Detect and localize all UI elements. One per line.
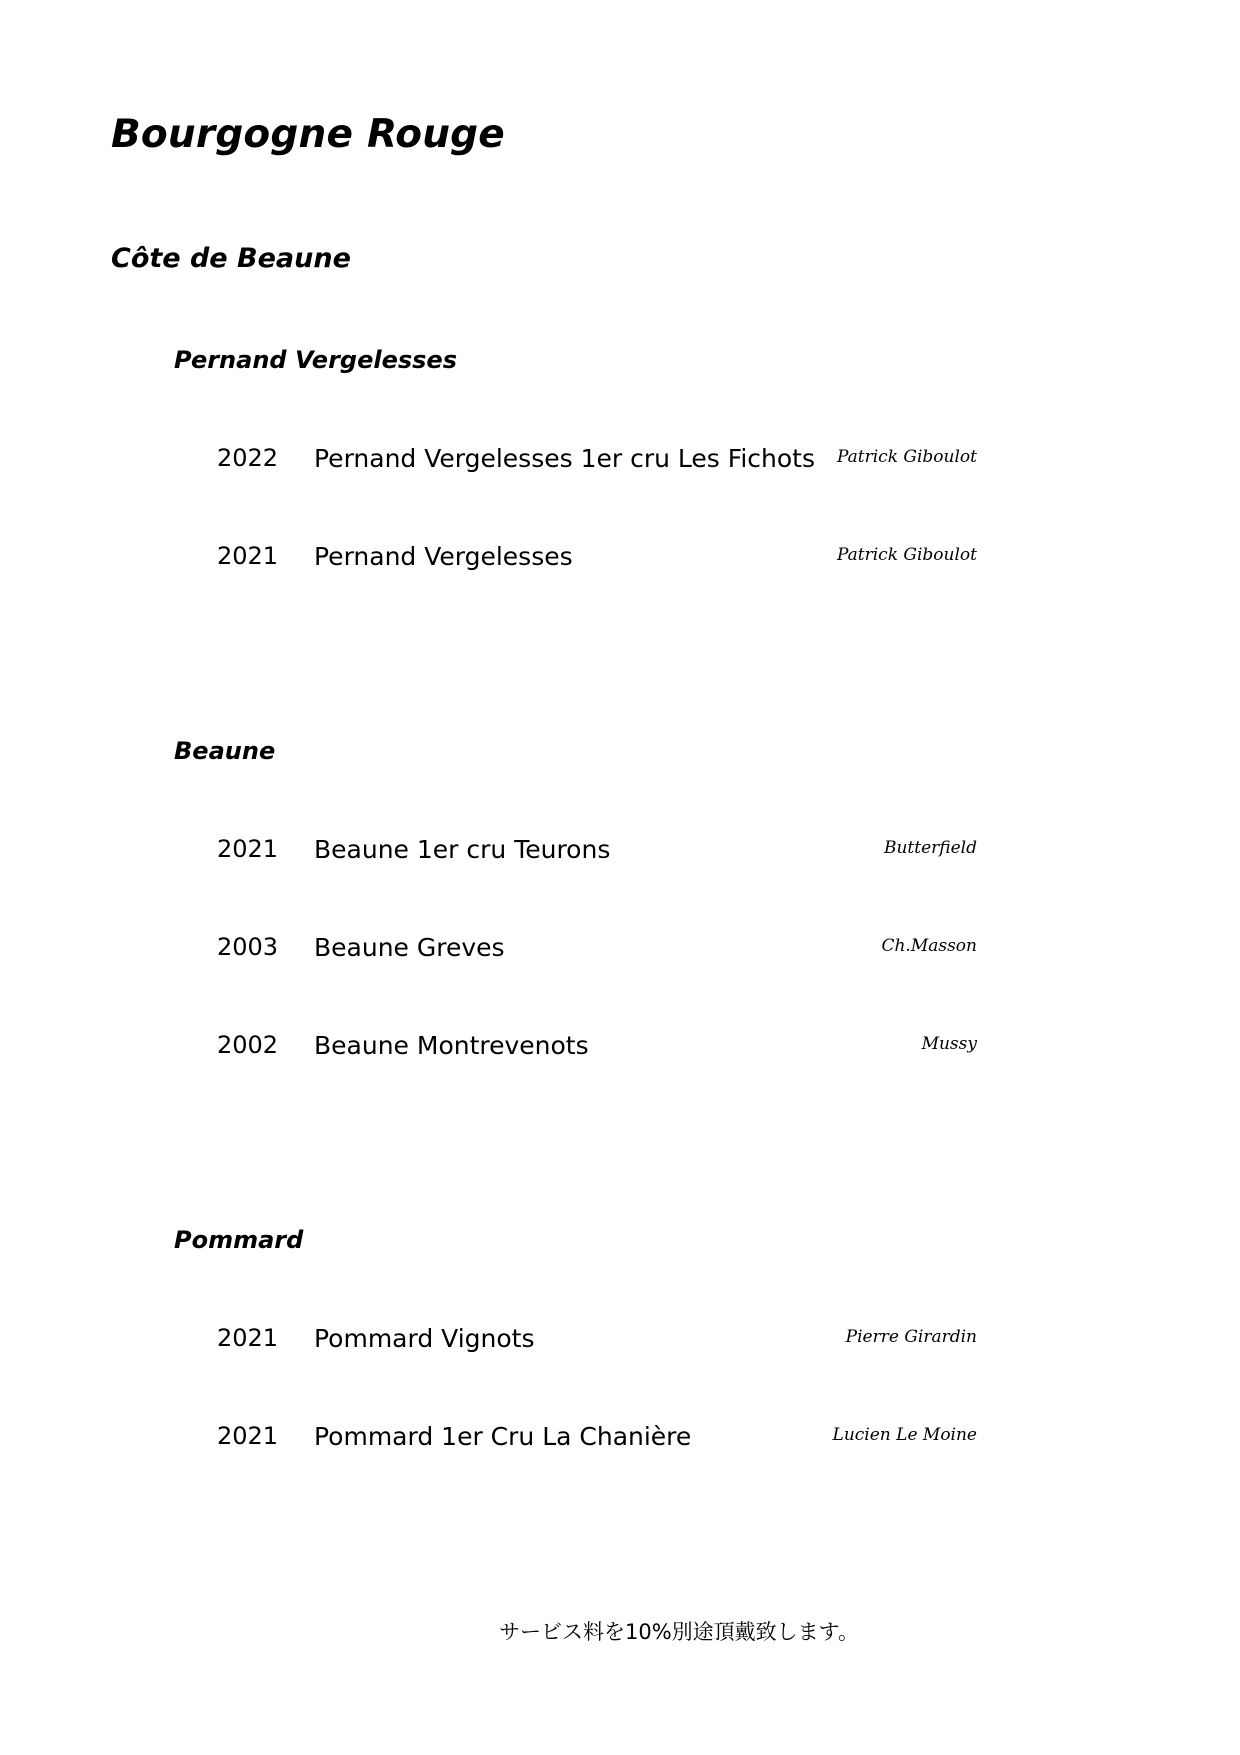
wine-name: Pernand Vergelesses: [314, 542, 573, 571]
wine-row: [0, 1422, 1240, 1462]
wine-vintage: 2021: [217, 1422, 279, 1450]
wine-row: [0, 835, 1240, 875]
wine-name: Beaune Greves: [314, 933, 505, 962]
wine-producer: Mussy: [921, 1034, 977, 1054]
region-title: Côte de Beaune: [111, 243, 351, 274]
wine-producer: Butterfield: [883, 838, 977, 858]
wine-vintage: 2021: [217, 542, 279, 570]
wine-producer: Patrick Giboulot: [836, 447, 977, 467]
wine-producer: Patrick Giboulot: [836, 545, 977, 565]
wine-vintage: 2003: [217, 933, 279, 961]
wine-producer: Pierre Girardin: [845, 1327, 977, 1347]
wine-vintage: 2021: [217, 1324, 279, 1352]
wine-vintage: 2002: [217, 1031, 279, 1059]
wine-name: Pommard 1er Cru La Chanière: [314, 1422, 692, 1451]
wine-row: [0, 933, 1240, 973]
wine-vintage: 2022: [217, 444, 279, 472]
wine-name: Beaune Montrevenots: [314, 1031, 589, 1060]
wine-name: Pernand Vergelesses 1er cru Les Fichots: [314, 444, 815, 473]
wine-row: [0, 1324, 1240, 1364]
wine-row: [0, 542, 1240, 582]
wine-producer: Lucien Le Moine: [832, 1425, 977, 1445]
section-title-pernand-vergelesses: Pernand Vergelesses: [174, 346, 457, 374]
wine-row: [0, 444, 1240, 484]
wine-name: Beaune 1er cru Teurons: [314, 835, 611, 864]
wine-vintage: 2021: [217, 835, 279, 863]
service-charge-note: サービス料を10%別途頂戴致します。: [499, 1620, 859, 1644]
wine-name: Pommard Vignots: [314, 1324, 535, 1353]
page-title: Bourgogne Rouge: [111, 112, 505, 157]
wine-row: [0, 1031, 1240, 1071]
section-title-beaune: Beaune: [174, 737, 276, 765]
section-title-pommard: Pommard: [174, 1226, 304, 1254]
wine-producer: Ch.Masson: [881, 936, 977, 956]
